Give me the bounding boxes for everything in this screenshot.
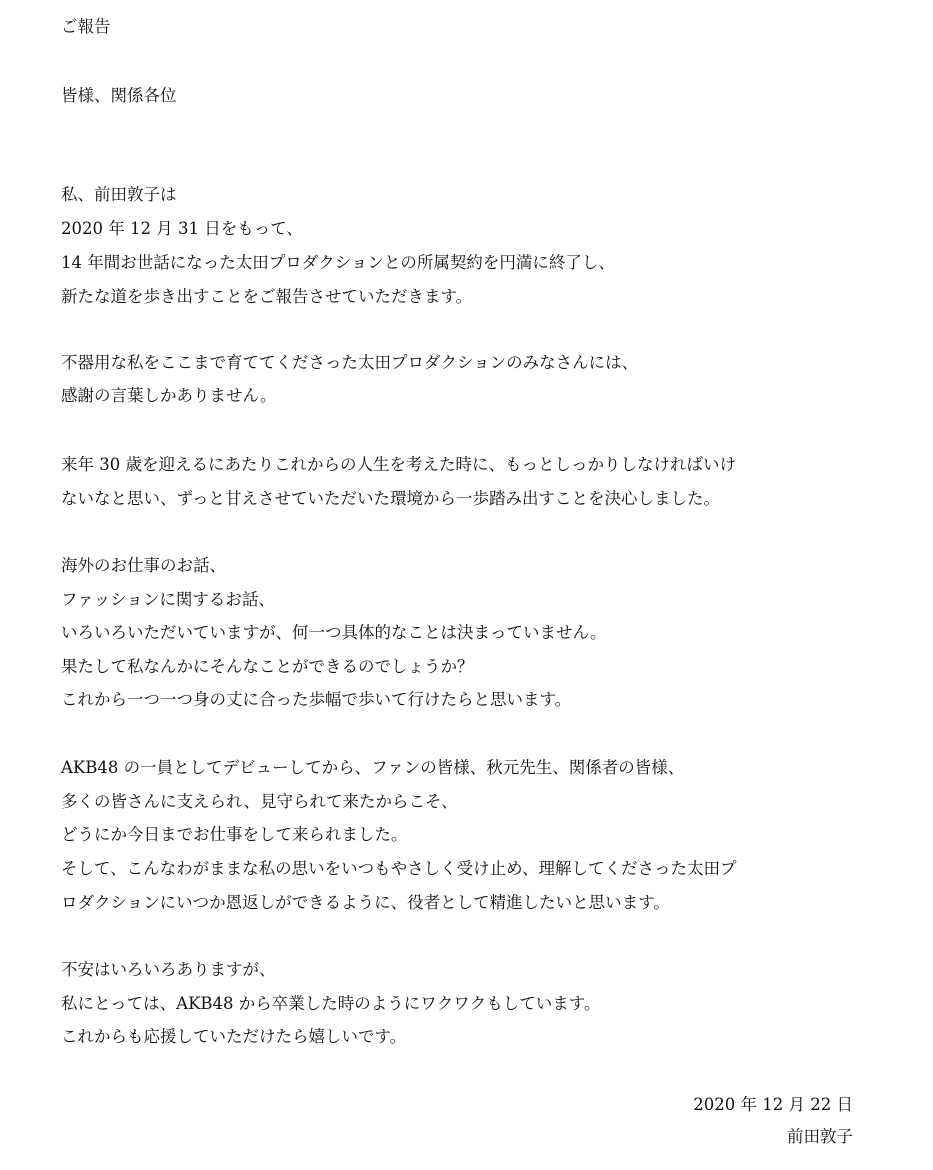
signature: 前田敦子 <box>787 1127 853 1146</box>
paragraph-line: 来年 30 歳を迎えるにあたりこれからの人生を考えた時に、もっとしっかりしなければいけ <box>61 455 736 474</box>
paragraph-line: ロダクションにいつか恩返しができるように、役者として精進したいと思います。 <box>61 893 670 912</box>
paragraph-line: 海外のお仕事のお話、 <box>61 556 226 575</box>
paragraph-line: 不安はいろいろありますが、 <box>61 960 276 979</box>
paragraph-line: 多くの皆さんに支えられ、見守られて来たからこそ、 <box>61 792 458 811</box>
paragraph-line: 感謝の言葉しかありません。 <box>61 386 277 405</box>
paragraph-line: 私にとっては、AKB48 から卒業した時のようにワクワクもしています。 <box>61 994 601 1013</box>
paragraph-line: 私、前田敦子は <box>61 185 177 204</box>
paragraph-line: そして、こんなわがままな私の思いをいつもやさしく受け止め、理解してくださった太田プ <box>61 859 737 878</box>
paragraph-line: 不器用な私をここまで育ててくださった太田プロダクションのみなさんには、 <box>61 353 639 372</box>
paragraph-line: これからも応援していただけたら嬉しいです。 <box>61 1027 407 1046</box>
document-heading: ご報告 <box>61 17 111 36</box>
paragraph-line: いろいろいただいていますが、何一つ具体的なことは決まっていません。 <box>61 623 607 642</box>
paragraph-line: 2020 年 12 月 31 日をもって、 <box>61 219 303 238</box>
paragraph-line: これから一つ一つ身の丈に合った歩幅で歩いて行けたらと思います。 <box>61 690 572 709</box>
paragraph-line: ファッションに関するお話、 <box>61 590 275 609</box>
paragraph-line: AKB48 の一員としてデビューしてから、ファンの皆様、秋元先生、関係者の皆様、 <box>61 758 685 777</box>
paragraph-line: ないなと思い、ずっと甘えさせていただいた環境から一歩踏み出すことを決心しました。 <box>61 489 721 508</box>
paragraph-line: 新たな道を歩き出すことをご報告させていただきます。 <box>61 287 473 306</box>
document-date: 2020 年 12 月 22 日 <box>693 1095 853 1114</box>
salutation: 皆様、関係各位 <box>61 86 177 105</box>
paragraph-line: どうにか今日までお仕事をして来られました。 <box>61 825 408 844</box>
paragraph-line: 14 年間お世話になった太田プロダクションとの所属契約を円満に終了し、 <box>61 253 615 272</box>
paragraph-line: 果たして私なんかにそんなことができるのでしょうか？ <box>61 657 474 676</box>
